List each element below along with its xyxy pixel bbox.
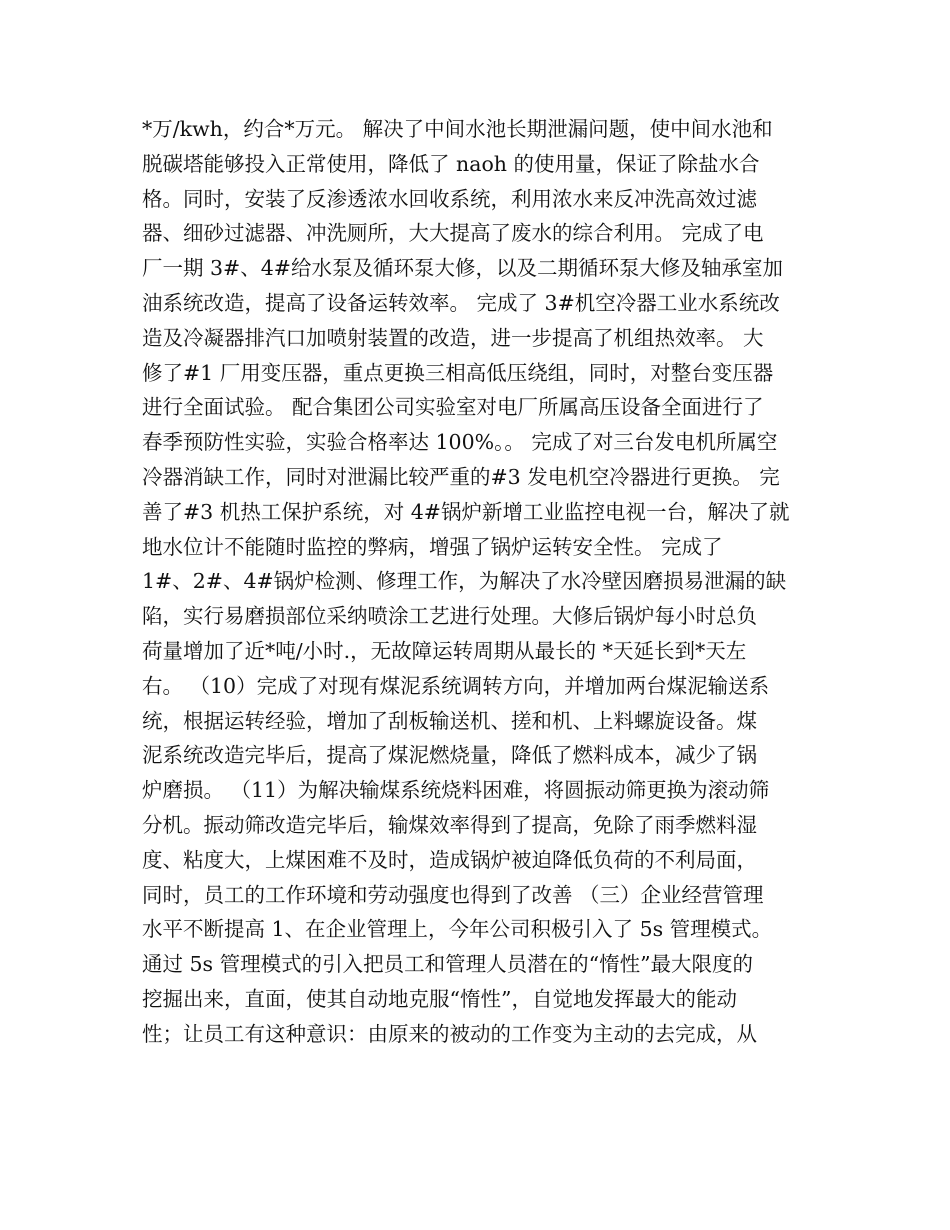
text-line: 度、粘度大，上煤困难不及时，造成锅炉被迫降低负荷的不利局面， bbox=[142, 847, 757, 872]
body-text bbox=[142, 112, 812, 1052]
text-line: *万/kwh，约合*万元。 解决了中间水池长期泄漏问题，使中间水池和 bbox=[142, 117, 773, 141]
text-line: 性；让员工有这种意识：由原来的被动的工作变为主动的去完成，从 bbox=[142, 1021, 757, 1046]
text-line: 格。同时，安装了反渗透浓水回收系统，利用浓水来反冲洗高效过滤 bbox=[142, 186, 757, 211]
text-line: 进行全面试验。 配合集团公司实验室对电厂所属高压设备全面进行了 bbox=[142, 395, 764, 420]
text-line: 器、细砂过滤器、冲洗厕所，大大提高了废水的综合利用。 完成了电 bbox=[142, 221, 764, 246]
text-line: 挖掘出来，直面，使其自动地克服“惰性”，自觉地发挥最大的能动 bbox=[142, 986, 737, 1011]
text-line: 善了#3 机热工保护系统，对 4#锅炉新增工业监控电视一台，解决了就 bbox=[142, 499, 790, 524]
text-line: 冷器消缺工作，同时对泄漏比较严重的#3 发电机空冷器进行更换。 完 bbox=[142, 464, 780, 489]
text-line: 地水位计不能随时监控的弊病，增强了锅炉运转安全性。 完成了 bbox=[142, 534, 723, 559]
text-line: 陷，实行易磨损部位采纳喷涂工艺进行处理。大修后锅炉每小时总负 bbox=[142, 604, 757, 629]
text-line: 分机。振动筛改造完毕后，输煤效率得到了提高，免除了雨季燃料湿 bbox=[142, 812, 757, 837]
text-line: 荷量增加了近*吨/小时.，无故障运转周期从最长的 *天延长到*天左 bbox=[142, 638, 747, 663]
text-line: 春季预防性实验，实验合格率达 100%。。 完成了对三台发电机所属空 bbox=[142, 430, 778, 455]
text-line: 泥系统改造完毕后，提高了煤泥燃烧量，降低了燃料成本，减少了锅 bbox=[142, 743, 757, 768]
text-line: 油系统改造，提高了设备运转效率。 完成了 3#机空冷器工业水系统改 bbox=[142, 290, 780, 315]
text-line: 脱碳塔能够投入正常使用，降低了 naoh 的使用量，保证了除盐水合 bbox=[142, 151, 760, 176]
text-line: 1#、2#、4#锅炉检测、修理工作，为解决了水冷壁因磨损易泄漏的缺 bbox=[142, 569, 787, 594]
text-line: 水平不断提高 1、在企业管理上，今年公司积极引入了 5s 管理模式。 bbox=[142, 917, 773, 942]
text-line: 炉磨损。 （11）为解决输煤系统烧料困难，将圆振动筛更换为滚动筛 bbox=[142, 778, 770, 803]
text-line: 右。 （10）完成了对现有煤泥系统调转方向，并增加两台煤泥输送系 bbox=[142, 673, 770, 698]
text-line: 同时，员工的工作环境和劳动强度也得到了改善 （三）企业经营管理 bbox=[142, 882, 764, 907]
text-line: 修了#1 厂用变压器，重点更换三相高低压绕组，同时，对整台变压器 bbox=[142, 360, 774, 385]
text-line: 造及冷凝器排汽口加喷射装置的改造，进一步提高了机组热效率。 大 bbox=[142, 325, 764, 350]
text-line: 统，根据运转经验，增加了刮板输送机、搓和机、上料螺旋设备。煤 bbox=[142, 708, 757, 733]
text-line: 通过 5s 管理模式的引入把员工和管理人员潜在的“惰性”最大限度的 bbox=[142, 952, 754, 977]
text-line: 厂一期 3#、4#给水泵及循环泵大修，以及二期循环泵大修及轴承室加 bbox=[142, 256, 783, 281]
